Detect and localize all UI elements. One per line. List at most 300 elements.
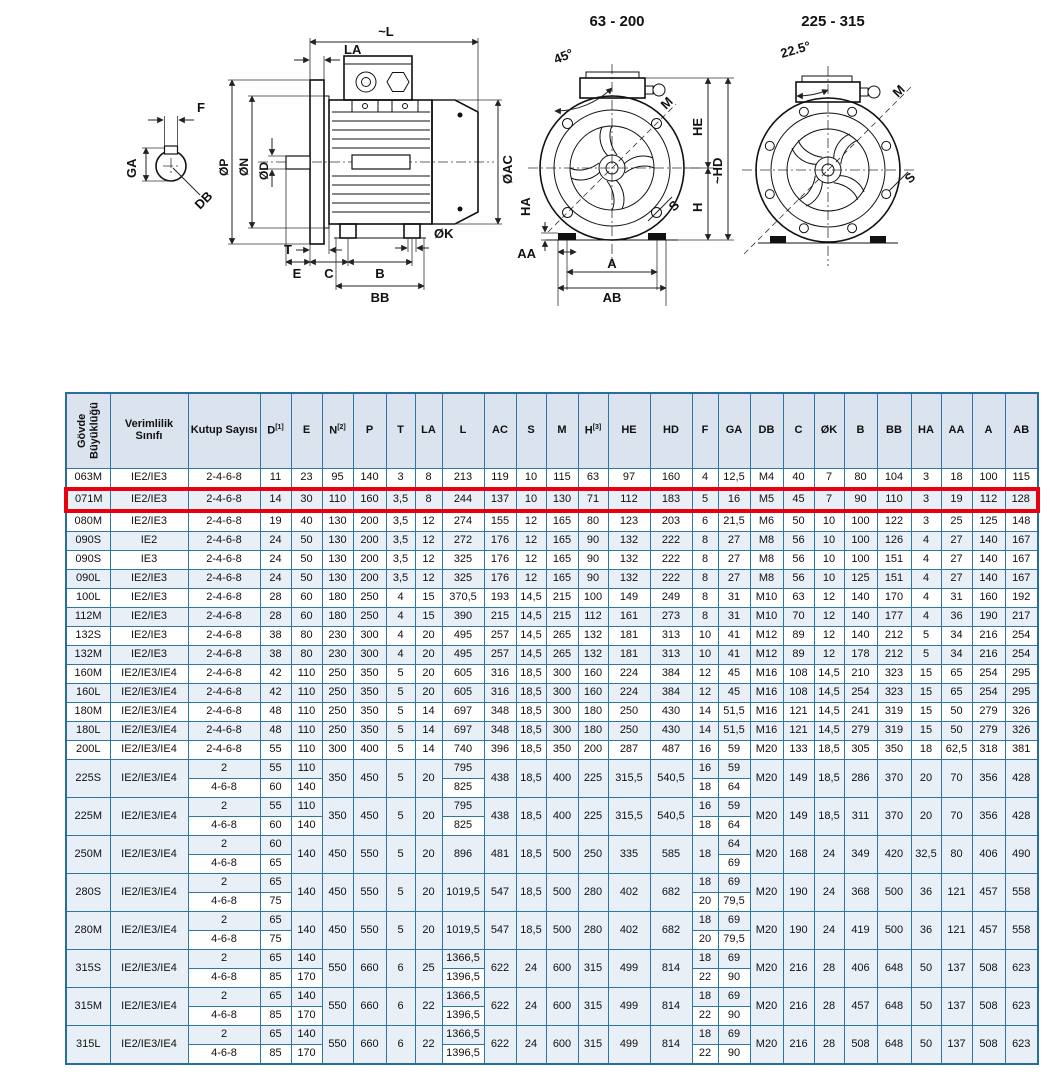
table-cell: M8 — [750, 570, 783, 589]
table-cell: 350 — [546, 741, 578, 760]
table-head — [66, 393, 1038, 469]
table-cell: 325 — [442, 570, 484, 589]
table-cell: 151 — [877, 570, 911, 589]
column-header-9: L — [442, 393, 484, 469]
table-cell: 160 — [650, 469, 692, 490]
table-cell: 110 — [322, 489, 353, 511]
table-cell: 190 — [783, 874, 814, 912]
table-row — [66, 589, 1038, 608]
table-cell: 160 — [578, 665, 608, 684]
table-row — [66, 570, 1038, 589]
table-cell: 28 — [814, 988, 844, 1026]
table-cell: 814 — [650, 988, 692, 1026]
table-cell: 24 — [814, 874, 844, 912]
table-cell: 20 — [415, 836, 442, 874]
dim-label-OK: ØK — [434, 226, 454, 241]
table-cell: 65 — [260, 988, 291, 1007]
table-cell: 428 — [1005, 798, 1038, 836]
table-cell: 5 — [911, 646, 941, 665]
table-cell: 4 — [386, 589, 415, 608]
dim-label-GA: GA — [124, 158, 139, 178]
table-cell: 12 — [415, 511, 442, 532]
table-cell: 180 — [322, 608, 353, 627]
table-cell: 490 — [1005, 836, 1038, 874]
table-cell: 28 — [260, 589, 291, 608]
table-cell: 2-4-6-8 — [188, 722, 260, 741]
table-cell: 10 — [814, 551, 844, 570]
table-cell: 75 — [260, 931, 291, 950]
table-cell: 500 — [877, 912, 911, 950]
table-cell: 5 — [692, 489, 718, 511]
table-cell: 70 — [783, 608, 814, 627]
table-cell: 3 — [911, 469, 941, 490]
table-cell: 4-6-8 — [188, 969, 260, 988]
table-cell: 18 — [692, 836, 718, 874]
table-cell: 2-4-6-8 — [188, 532, 260, 551]
efficiency-class-cell: IE2/IE3 — [110, 489, 188, 511]
table-cell: 11 — [260, 469, 291, 490]
table-cell: 550 — [353, 912, 386, 950]
table-row — [66, 532, 1038, 551]
table-row — [66, 551, 1038, 570]
table-row — [66, 988, 1038, 1007]
table-cell: 167 — [1005, 532, 1038, 551]
table-cell: 85 — [260, 1007, 291, 1026]
table-cell: 4-6-8 — [188, 855, 260, 874]
table-cell: 36 — [911, 874, 941, 912]
table-cell: 148 — [1005, 511, 1038, 532]
table-cell: 38 — [260, 627, 291, 646]
table-cell: 335 — [608, 836, 650, 874]
table-cell: 241 — [844, 703, 877, 722]
table-cell: 167 — [1005, 551, 1038, 570]
table-cell: 165 — [546, 532, 578, 551]
table-cell: 32,5 — [911, 836, 941, 874]
table-cell: 14 — [415, 703, 442, 722]
table-cell: 160 — [972, 589, 1005, 608]
table-cell: 400 — [353, 741, 386, 760]
table-cell: 12 — [692, 665, 718, 684]
table-cell: 254 — [1005, 646, 1038, 665]
table-cell: 71 — [578, 489, 608, 511]
table-cell: 140 — [972, 551, 1005, 570]
table-cell: 14 — [415, 741, 442, 760]
efficiency-class-cell: IE2/IE3/IE4 — [110, 760, 188, 798]
table-cell: 825 — [442, 817, 484, 836]
table-cell: 316 — [484, 684, 516, 703]
table-row — [66, 874, 1038, 893]
table-cell: 12 — [814, 646, 844, 665]
table-cell: 110 — [877, 489, 911, 511]
table-cell: 795 — [442, 798, 484, 817]
table-cell: 180 — [578, 703, 608, 722]
efficiency-class-cell: IE2/IE3 — [110, 511, 188, 532]
table-cell: 499 — [608, 1026, 650, 1065]
frame-size-cell: 160M — [66, 665, 110, 684]
table-cell: 450 — [322, 836, 353, 874]
table-cell: 56 — [783, 532, 814, 551]
table-cell: 212 — [877, 627, 911, 646]
table-cell: 18 — [692, 1026, 718, 1045]
table-cell: 8 — [692, 608, 718, 627]
dim-label-OP: ØP — [217, 158, 231, 176]
table-cell: 170 — [291, 969, 322, 988]
table-cell: 190 — [783, 912, 814, 950]
table-cell: 140 — [291, 1026, 322, 1045]
table-cell: 6 — [386, 988, 415, 1026]
dim-label-HE: HE — [690, 117, 705, 136]
table-cell: 508 — [972, 988, 1005, 1026]
table-cell: 69 — [718, 912, 750, 931]
column-header-13: H[3] — [578, 393, 608, 469]
dim-label-DB: DB — [191, 188, 216, 213]
table-cell: 402 — [608, 912, 650, 950]
table-cell: 176 — [484, 570, 516, 589]
table-cell: 257 — [484, 627, 516, 646]
frame-size-cell: 090S — [66, 551, 110, 570]
efficiency-class-cell: IE2/IE3/IE4 — [110, 950, 188, 988]
table-cell: 420 — [877, 836, 911, 874]
table-cell: 222 — [650, 551, 692, 570]
table-cell: 215 — [546, 589, 578, 608]
table-cell: 2-4-6-8 — [188, 665, 260, 684]
table-cell: 406 — [844, 950, 877, 988]
table-cell: 7 — [814, 489, 844, 511]
table-cell: 24 — [260, 551, 291, 570]
frame-size-cell: 071M — [66, 489, 110, 511]
table-cell: 132 — [608, 570, 650, 589]
table-cell: 348 — [484, 722, 516, 741]
table-cell: 193 — [484, 589, 516, 608]
table-cell: 319 — [877, 703, 911, 722]
table-cell: 110 — [291, 798, 322, 817]
table-row — [66, 489, 1038, 511]
table-cell: 550 — [353, 836, 386, 874]
table-cell: 350 — [322, 798, 353, 836]
table-cell: 3,5 — [386, 551, 415, 570]
table-cell: 1396,5 — [442, 1007, 484, 1026]
table-cell: 326 — [1005, 722, 1038, 741]
table-cell: 4 — [386, 646, 415, 665]
table-cell: M20 — [750, 741, 783, 760]
table-cell: 16 — [692, 760, 718, 779]
table-cell: 64 — [718, 817, 750, 836]
table-cell: 15 — [911, 722, 941, 741]
table-cell: 25 — [415, 950, 442, 988]
table-cell: 60 — [260, 817, 291, 836]
table-cell: 51,5 — [718, 703, 750, 722]
table-cell: 348 — [484, 703, 516, 722]
table-cell: 137 — [941, 988, 972, 1026]
table-cell: 550 — [322, 950, 353, 988]
table-cell: 140 — [291, 779, 322, 798]
table-cell: 605 — [442, 684, 484, 703]
table-cell: 15 — [911, 703, 941, 722]
table-cell: 170 — [877, 589, 911, 608]
table-cell: 22 — [692, 1045, 718, 1065]
table-cell: 1366,5 — [442, 988, 484, 1007]
efficiency-class-cell: IE2/IE3/IE4 — [110, 798, 188, 836]
table-cell: 200 — [353, 570, 386, 589]
table-cell: 5 — [386, 703, 415, 722]
table-cell: 165 — [546, 551, 578, 570]
table-cell: 438 — [484, 760, 516, 798]
table-cell: 60 — [291, 589, 322, 608]
table-cell: 3 — [386, 469, 415, 490]
header-row — [66, 393, 1038, 469]
table-cell: 697 — [442, 722, 484, 741]
table-cell: 213 — [442, 469, 484, 490]
table-cell: 80 — [941, 836, 972, 874]
frame-size-cell: 090L — [66, 570, 110, 589]
table-cell: 140 — [291, 950, 322, 969]
table-cell: M20 — [750, 836, 783, 874]
table-cell: 112 — [608, 489, 650, 511]
table-cell: 63 — [578, 469, 608, 490]
table-cell: 300 — [546, 722, 578, 741]
dim-label-S-large: S — [901, 169, 919, 187]
table-cell: 585 — [650, 836, 692, 874]
table-cell: 27 — [941, 570, 972, 589]
table-cell: 112 — [972, 489, 1005, 511]
table-cell: 132 — [608, 532, 650, 551]
column-header-8: LA — [415, 393, 442, 469]
table-cell: 14 — [260, 489, 291, 511]
table-cell: 167 — [1005, 570, 1038, 589]
table-cell: 65 — [260, 1026, 291, 1045]
table-cell: M12 — [750, 646, 783, 665]
efficiency-class-cell: IE2/IE3 — [110, 646, 188, 665]
dim-label-M-small: M — [657, 93, 676, 113]
dim-label-C: C — [324, 266, 334, 281]
table-cell: 349 — [844, 836, 877, 874]
table-cell: 300 — [353, 646, 386, 665]
table-cell: 287 — [608, 741, 650, 760]
table-cell: 4-6-8 — [188, 1045, 260, 1065]
column-header-10: AC — [484, 393, 516, 469]
table-cell: 203 — [650, 511, 692, 532]
table-cell: 4-6-8 — [188, 931, 260, 950]
table-cell: 18 — [692, 912, 718, 931]
table-cell: 18 — [692, 874, 718, 893]
table-cell: 19 — [941, 489, 972, 511]
table-cell: 23 — [291, 469, 322, 490]
table-cell: 215 — [546, 608, 578, 627]
table-cell: M20 — [750, 912, 783, 950]
table-cell: 384 — [650, 684, 692, 703]
table-row — [66, 469, 1038, 490]
angle-label-22-5: 22.5° — [778, 38, 813, 61]
table-cell: 20 — [415, 760, 442, 798]
efficiency-class-cell: IE2/IE3/IE4 — [110, 722, 188, 741]
table-cell: M8 — [750, 551, 783, 570]
table-cell: 4-6-8 — [188, 893, 260, 912]
table-cell: 85 — [260, 969, 291, 988]
table-cell: 2-4-6-8 — [188, 551, 260, 570]
table-cell: 350 — [353, 684, 386, 703]
table-cell: 140 — [972, 532, 1005, 551]
table-cell: 216 — [783, 988, 814, 1026]
table-cell: 115 — [1005, 469, 1038, 490]
column-header-5: N[2] — [322, 393, 353, 469]
table-cell: 22 — [692, 969, 718, 988]
table-cell: 85 — [260, 1045, 291, 1065]
table-cell: 50 — [941, 703, 972, 722]
table-cell: 8 — [692, 589, 718, 608]
table-cell: 622 — [484, 950, 516, 988]
table-cell: 121 — [783, 703, 814, 722]
table-cell: 279 — [972, 703, 1005, 722]
table-cell: 438 — [484, 798, 516, 836]
table-cell: 137 — [941, 950, 972, 988]
table-cell: 140 — [972, 570, 1005, 589]
table-cell: 4 — [911, 551, 941, 570]
table-cell: 10 — [814, 511, 844, 532]
frame-size-cell: 063M — [66, 469, 110, 490]
table-cell: 550 — [322, 1026, 353, 1065]
table-cell: 140 — [291, 912, 322, 950]
table-cell: 18,5 — [516, 722, 546, 741]
table-row — [66, 760, 1038, 779]
column-header-14: HE — [608, 393, 650, 469]
table-row — [66, 511, 1038, 532]
table-cell: 95 — [322, 469, 353, 490]
table-cell: M16 — [750, 703, 783, 722]
efficiency-class-cell: IE2/IE3 — [110, 469, 188, 490]
column-header-24: AA — [941, 393, 972, 469]
table-cell: 14,5 — [814, 684, 844, 703]
table-cell: 18,5 — [516, 665, 546, 684]
table-cell: 350 — [353, 722, 386, 741]
table-cell: 64 — [718, 836, 750, 855]
table-cell: 70 — [941, 760, 972, 798]
table-cell: 25 — [941, 511, 972, 532]
table-cell: 370 — [877, 760, 911, 798]
table-cell: 2-4-6-8 — [188, 489, 260, 511]
table-cell: M10 — [750, 608, 783, 627]
table-cell: 110 — [291, 760, 322, 779]
table-cell: 14,5 — [516, 589, 546, 608]
table-cell: 300 — [546, 684, 578, 703]
frame-size-cell: 315L — [66, 1026, 110, 1065]
table-cell: 18,5 — [814, 760, 844, 798]
table-cell: 100 — [844, 551, 877, 570]
table-cell: 254 — [972, 665, 1005, 684]
table-cell: 110 — [291, 684, 322, 703]
table-cell: 295 — [1005, 684, 1038, 703]
table-cell: 450 — [322, 874, 353, 912]
table-row — [66, 703, 1038, 722]
table-cell: 18 — [692, 950, 718, 969]
table-cell: 65 — [260, 950, 291, 969]
table-cell: 318 — [972, 741, 1005, 760]
table-cell: 165 — [546, 511, 578, 532]
table-row — [66, 1026, 1038, 1045]
table-cell: 350 — [353, 703, 386, 722]
table-cell: 14,5 — [516, 608, 546, 627]
frame-size-cell: 280S — [66, 874, 110, 912]
table-cell: 41 — [718, 627, 750, 646]
table-cell: 2-4-6-8 — [188, 570, 260, 589]
table-cell: 15 — [911, 665, 941, 684]
table-cell: 2-4-6-8 — [188, 646, 260, 665]
table-cell: M20 — [750, 798, 783, 836]
table-cell: 1396,5 — [442, 1045, 484, 1065]
table-cell: 126 — [877, 532, 911, 551]
table-cell: 250 — [322, 684, 353, 703]
table-cell: 137 — [484, 489, 516, 511]
table-cell: 2 — [188, 874, 260, 893]
table-cell: 100 — [578, 589, 608, 608]
table-cell: 10 — [814, 532, 844, 551]
table-cell: 89 — [783, 627, 814, 646]
table-cell: M20 — [750, 988, 783, 1026]
table-cell: M10 — [750, 589, 783, 608]
table-cell: 2-4-6-8 — [188, 703, 260, 722]
frame-size-cell: 280M — [66, 912, 110, 950]
table-cell: 10 — [692, 627, 718, 646]
table-row — [66, 950, 1038, 969]
table-cell: 119 — [484, 469, 516, 490]
table-cell: 5 — [386, 741, 415, 760]
table-cell: 137 — [941, 1026, 972, 1065]
table-cell: 132 — [578, 627, 608, 646]
efficiency-class-cell: IE2/IE3/IE4 — [110, 665, 188, 684]
table-cell: 18,5 — [516, 912, 546, 950]
table-cell: 215 — [484, 608, 516, 627]
dim-label-ON: ØN — [237, 158, 251, 176]
column-header-17: GA — [718, 393, 750, 469]
column-header-7: T — [386, 393, 415, 469]
table-cell: 4 — [386, 608, 415, 627]
table-cell: 42 — [260, 665, 291, 684]
table-cell: 225 — [578, 760, 608, 798]
table-cell: 90 — [718, 969, 750, 988]
efficiency-class-cell: IE3 — [110, 551, 188, 570]
table-row — [66, 665, 1038, 684]
table-cell: 265 — [546, 627, 578, 646]
column-header-18: DB — [750, 393, 783, 469]
table-cell: 295 — [1005, 665, 1038, 684]
table-cell: 600 — [546, 950, 578, 988]
table-cell: 24 — [516, 988, 546, 1026]
table-cell: 100 — [844, 532, 877, 551]
table-cell: 48 — [260, 703, 291, 722]
table-cell: 6 — [692, 511, 718, 532]
table-cell: 130 — [322, 551, 353, 570]
table-cell: 547 — [484, 912, 516, 950]
table-cell: 18 — [692, 779, 718, 798]
table-cell: 100 — [972, 469, 1005, 490]
dim-label-BB: BB — [370, 290, 390, 305]
dim-label-T: T — [284, 242, 292, 257]
table-cell: 350 — [353, 665, 386, 684]
table-cell: 40 — [783, 469, 814, 490]
table-cell: 430 — [650, 703, 692, 722]
table-cell: 682 — [650, 874, 692, 912]
table-cell: 22 — [415, 1026, 442, 1065]
table-cell: 20 — [692, 931, 718, 950]
table-cell: 325 — [442, 551, 484, 570]
table-cell: 1396,5 — [442, 969, 484, 988]
table-cell: 384 — [650, 665, 692, 684]
table-cell: 315 — [578, 950, 608, 988]
column-header-21: B — [844, 393, 877, 469]
table-cell: 370,5 — [442, 589, 484, 608]
table-cell: 450 — [353, 760, 386, 798]
table-cell: 250 — [322, 722, 353, 741]
table-cell: 224 — [608, 684, 650, 703]
